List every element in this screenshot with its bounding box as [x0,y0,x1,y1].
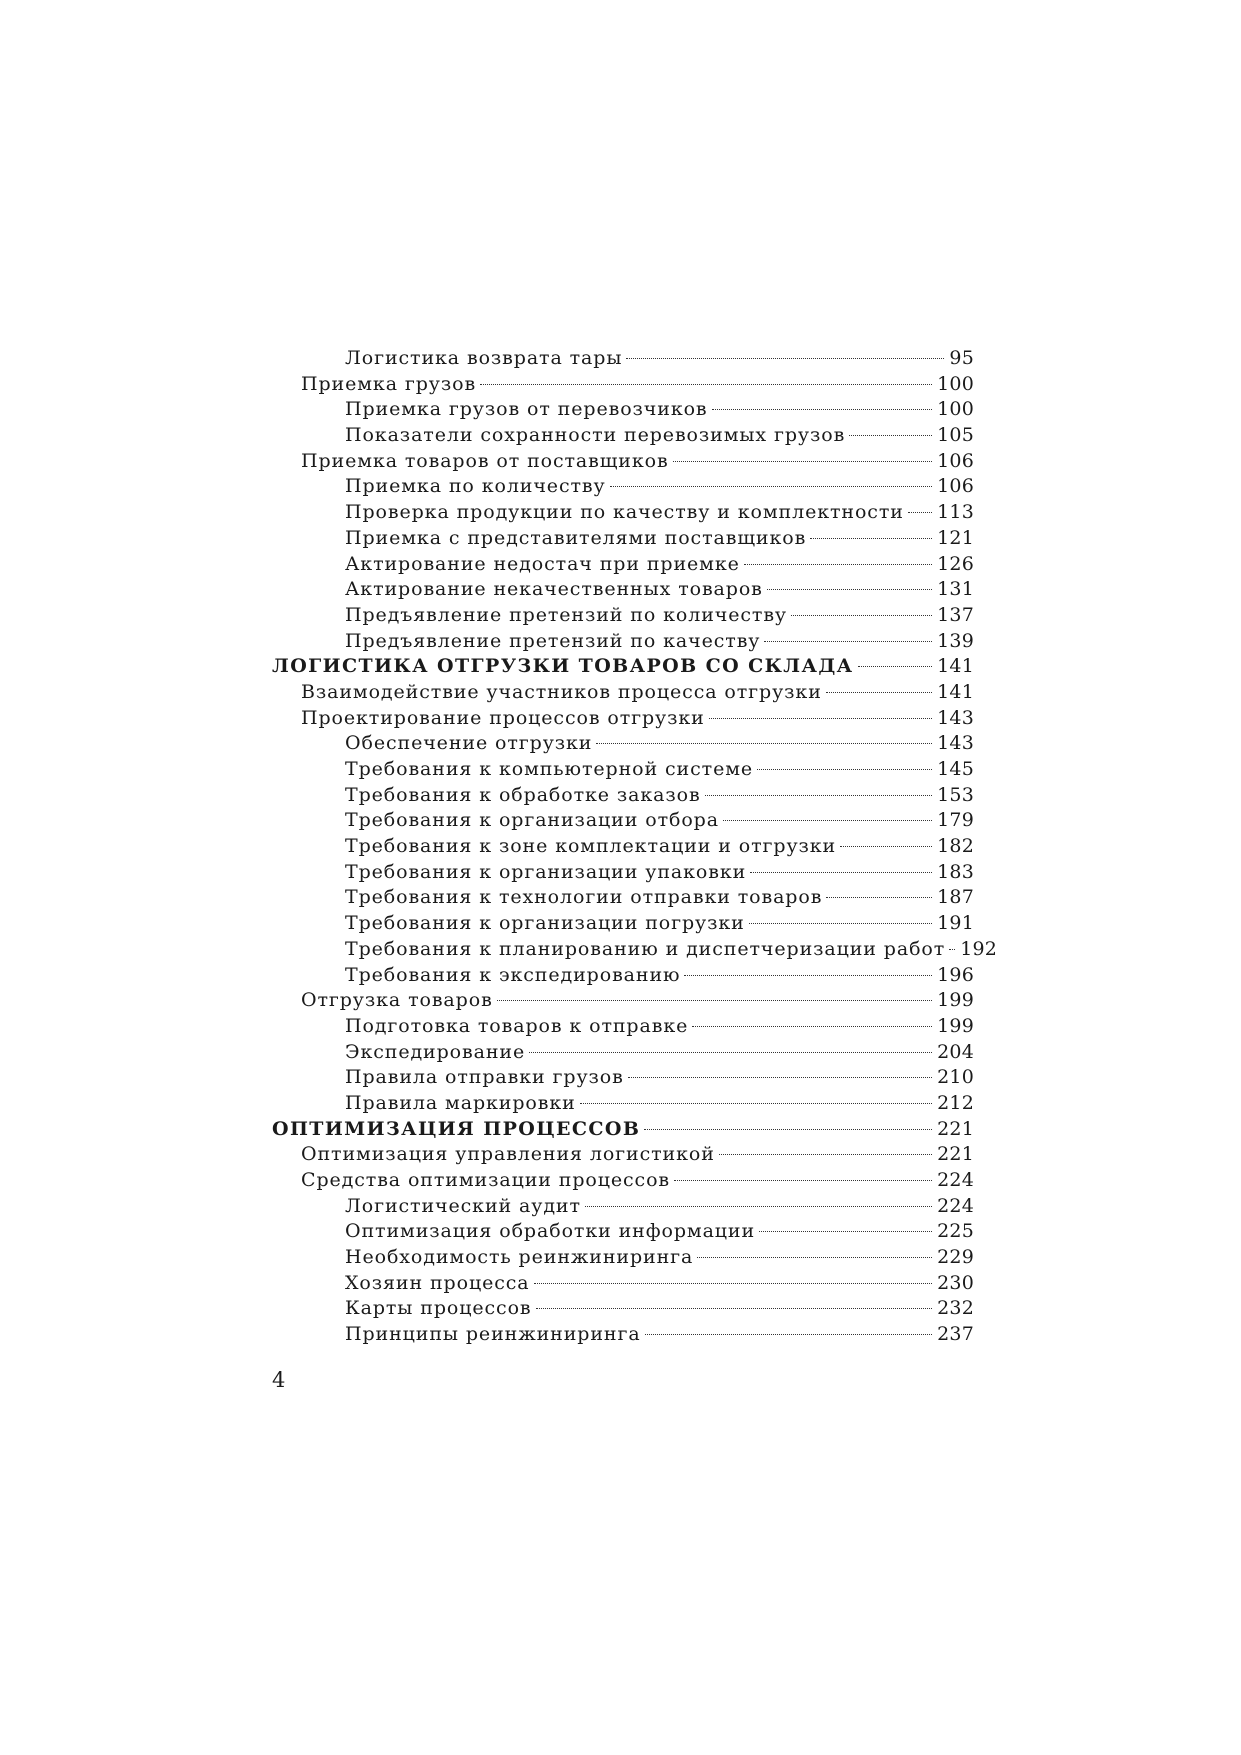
toc-entry [272,500,974,526]
toc-entry [272,680,974,706]
toc-entry-title: Хозяин процесса [345,1271,530,1294]
toc-entry-title: ОПТИМИЗАЦИЯ ПРОЦЕССОВ [272,1117,641,1140]
toc-entry-title: Необходимость реинжиниринга [345,1246,694,1269]
toc-entry [272,1194,974,1220]
toc-dot-leader [840,846,932,847]
toc-entry-page: 196 [937,963,974,986]
toc-entry-title: Требования к экспедированию [345,963,681,986]
toc-entry-page: 95 [949,347,974,369]
toc-entry-title: Требования к зоне комплектации и отгрузки [345,835,837,858]
toc-dot-leader [749,923,932,924]
toc-entry-title: Правила отправки грузов [345,1066,624,1089]
toc-dot-leader [645,1334,933,1335]
toc-entry-title: Оптимизация обработки информации [345,1220,756,1243]
toc-entry [272,834,974,860]
toc-dot-leader [712,409,933,410]
toc-entry [272,757,974,783]
toc-dot-leader [580,1103,932,1104]
toc-entry [272,1271,974,1297]
toc-entry-title: Логистический аудит [345,1194,581,1217]
toc-entry-title: Требования к технологии отправки товаров [345,886,823,909]
toc-entry-page: 182 [937,835,974,858]
toc-entry-page: 143 [937,732,974,755]
toc-entry-page: 183 [937,860,974,883]
toc-entry-page: 143 [937,706,974,729]
page-number: 4 [272,1368,286,1392]
toc-entry-page: 187 [937,886,974,909]
toc-entry-page: 141 [937,680,974,703]
toc-entry-title: Оптимизация управления логистикой [301,1143,715,1166]
toc-entry [272,526,974,552]
toc-dot-leader [480,384,932,385]
toc-entry [272,988,974,1014]
toc-entry [272,860,974,886]
toc-dot-leader [757,769,932,770]
toc-entry-title: Логистика возврата тары [345,347,623,369]
toc-entry-page: 212 [937,1091,974,1114]
toc-entry-page: 221 [937,1143,974,1166]
toc-entry [272,706,974,732]
toc-entry-page: 100 [937,372,974,395]
toc-dot-leader [673,461,933,462]
toc-entry-page: 230 [937,1271,974,1294]
toc-entry [272,1040,974,1066]
toc-entry-page: 179 [937,809,974,832]
toc-entry-title: Приемка грузов [301,372,477,395]
toc-dot-leader [826,897,932,898]
toc-entry [272,423,974,449]
toc-entry-title: Требования к организации отбора [345,809,719,832]
toc-entry-title: Приемка товаров от поставщиков [301,449,669,472]
toc-entry-page: 145 [937,758,974,780]
toc-entry-page: 221 [937,1117,974,1140]
toc-entry-page: 224 [937,1194,974,1217]
toc-entry-page: 141 [937,655,974,678]
toc-entry-page: 131 [937,578,974,601]
toc-dot-leader [719,1154,932,1155]
toc-entry-title: Подготовка товаров к отправке [345,1014,689,1037]
toc-dot-leader [596,743,932,744]
toc-dot-leader [908,512,932,513]
toc-entry [272,911,974,937]
toc-entry-page: 113 [937,501,974,524]
toc-entry-page: 225 [937,1220,974,1243]
toc-entry [272,1296,974,1322]
toc-entry-page: 199 [937,989,974,1012]
toc-dot-leader [791,615,932,616]
toc-entry [272,397,974,423]
toc-dot-leader [674,1180,932,1181]
toc-entry-page: 199 [937,1014,974,1037]
toc-dot-leader [536,1308,933,1309]
toc-entry-page: 232 [937,1297,974,1320]
toc-entry-title: Показатели сохранности перевозимых грузов [345,424,846,447]
toc-entry-page: 210 [937,1066,974,1089]
toc-entry-title: ЛОГИСТИКА ОТГРУЗКИ ТОВАРОВ СО СКЛАДА [272,655,854,678]
toc-dot-leader [684,975,932,976]
toc-entry-title: Отгрузка товаров [301,989,493,1012]
toc-dot-leader [759,1231,932,1232]
toc-dot-leader [628,1077,932,1078]
toc-entry-title: Требования к планированию и диспетчеризации работ [345,937,946,960]
toc-dot-leader [692,1026,932,1027]
toc-entry-title: Требования к компьютерной системе [345,758,754,780]
toc-entry [272,1065,974,1091]
toc-entry [272,937,998,963]
toc-entry [272,1091,974,1117]
toc-entry-title: Взаимодействие участников процесса отгрузки [301,680,822,703]
toc-entry [272,963,974,989]
toc-dot-leader [849,435,932,436]
toc-entry-title: Предъявление претензий по качеству [345,629,761,652]
toc-entry-title: Карты процессов [345,1297,532,1320]
toc-entry-title: Проектирование процессов отгрузки [301,706,705,729]
toc-entry-title: Актирование недостач при приемке [345,552,740,575]
toc-entry-page: 100 [937,398,974,421]
toc-dot-leader [644,1129,932,1130]
toc-entry [272,1168,974,1194]
toc-entry-title: Обеспечение отгрузки [345,732,593,755]
toc-section-heading [272,1117,974,1143]
toc-entry-page: 139 [937,629,974,652]
toc-dot-leader [744,564,932,565]
toc-dot-leader [764,641,932,642]
toc-dot-leader [826,692,932,693]
toc-dot-leader [626,358,944,359]
toc-entry-page: 106 [937,449,974,472]
toc-dot-leader [723,820,932,821]
toc-entry-page: 137 [937,603,974,626]
toc-entry-title: Приемка по количеству [345,475,606,498]
toc-dot-leader [858,666,933,667]
toc-dot-leader [705,795,933,796]
toc-entry [272,372,974,398]
toc-entry-title: Предъявление претензий по количеству [345,603,788,626]
toc-entry-page: 121 [937,526,974,549]
toc-entry-title: Требования к организации упаковки [345,860,747,883]
toc-dot-leader [697,1257,932,1258]
toc-entry [272,731,974,757]
toc-entry [272,1014,974,1040]
toc-dot-leader [810,538,932,539]
toc-entry-page: 237 [937,1323,974,1346]
toc-entry-title: Требования к обработке заказов [345,783,701,806]
toc-entry-title: Правила маркировки [345,1091,576,1114]
toc-dot-leader [497,1000,932,1001]
toc-entry [272,577,974,603]
toc-entry [272,885,974,911]
toc-entry [272,449,974,475]
toc-entry-title: Актирование некачественных товаров [345,578,763,601]
toc-entry-page: 192 [960,937,998,960]
toc-entry-title: Экспедирование [345,1040,526,1063]
toc-entry-page: 229 [937,1246,974,1269]
toc-entry-page: 126 [937,552,974,575]
toc-entry-title: Принципы реинжиниринга [345,1323,641,1346]
table-of-contents [272,346,998,1348]
toc-dot-leader [585,1206,932,1207]
toc-entry-page: 204 [937,1040,974,1063]
toc-entry-title: Требования к организации погрузки [345,912,745,935]
toc-section-heading [272,654,974,680]
toc-dot-leader [949,949,955,950]
toc-entry [272,346,974,372]
toc-entry-page: 106 [937,475,974,498]
toc-entry-title: Приемка грузов от перевозчиков [345,398,708,421]
toc-entry [272,808,974,834]
toc-entry [272,552,974,578]
toc-entry [272,1142,974,1168]
toc-entry-page: 153 [937,783,974,806]
toc-entry-page: 224 [937,1169,974,1191]
toc-entry [272,1245,974,1271]
toc-entry [272,629,974,655]
toc-entry-page: 105 [937,424,974,447]
toc-entry [272,783,974,809]
toc-entry-title: Средства оптимизации процессов [301,1169,670,1191]
toc-dot-leader [534,1283,933,1284]
toc-dot-leader [767,589,932,590]
toc-entry-title: Проверка продукции по качеству и комплектности [345,501,904,524]
toc-entry [272,603,974,629]
toc-entry [272,1322,974,1348]
toc-entry [272,1219,974,1245]
toc-dot-leader [750,872,932,873]
toc-entry-page: 191 [937,912,974,935]
toc-dot-leader [529,1052,932,1053]
toc-entry [272,474,974,500]
toc-dot-leader [610,486,933,487]
toc-entry-title: Приемка с представителями поставщиков [345,526,807,549]
toc-dot-leader [709,718,932,719]
